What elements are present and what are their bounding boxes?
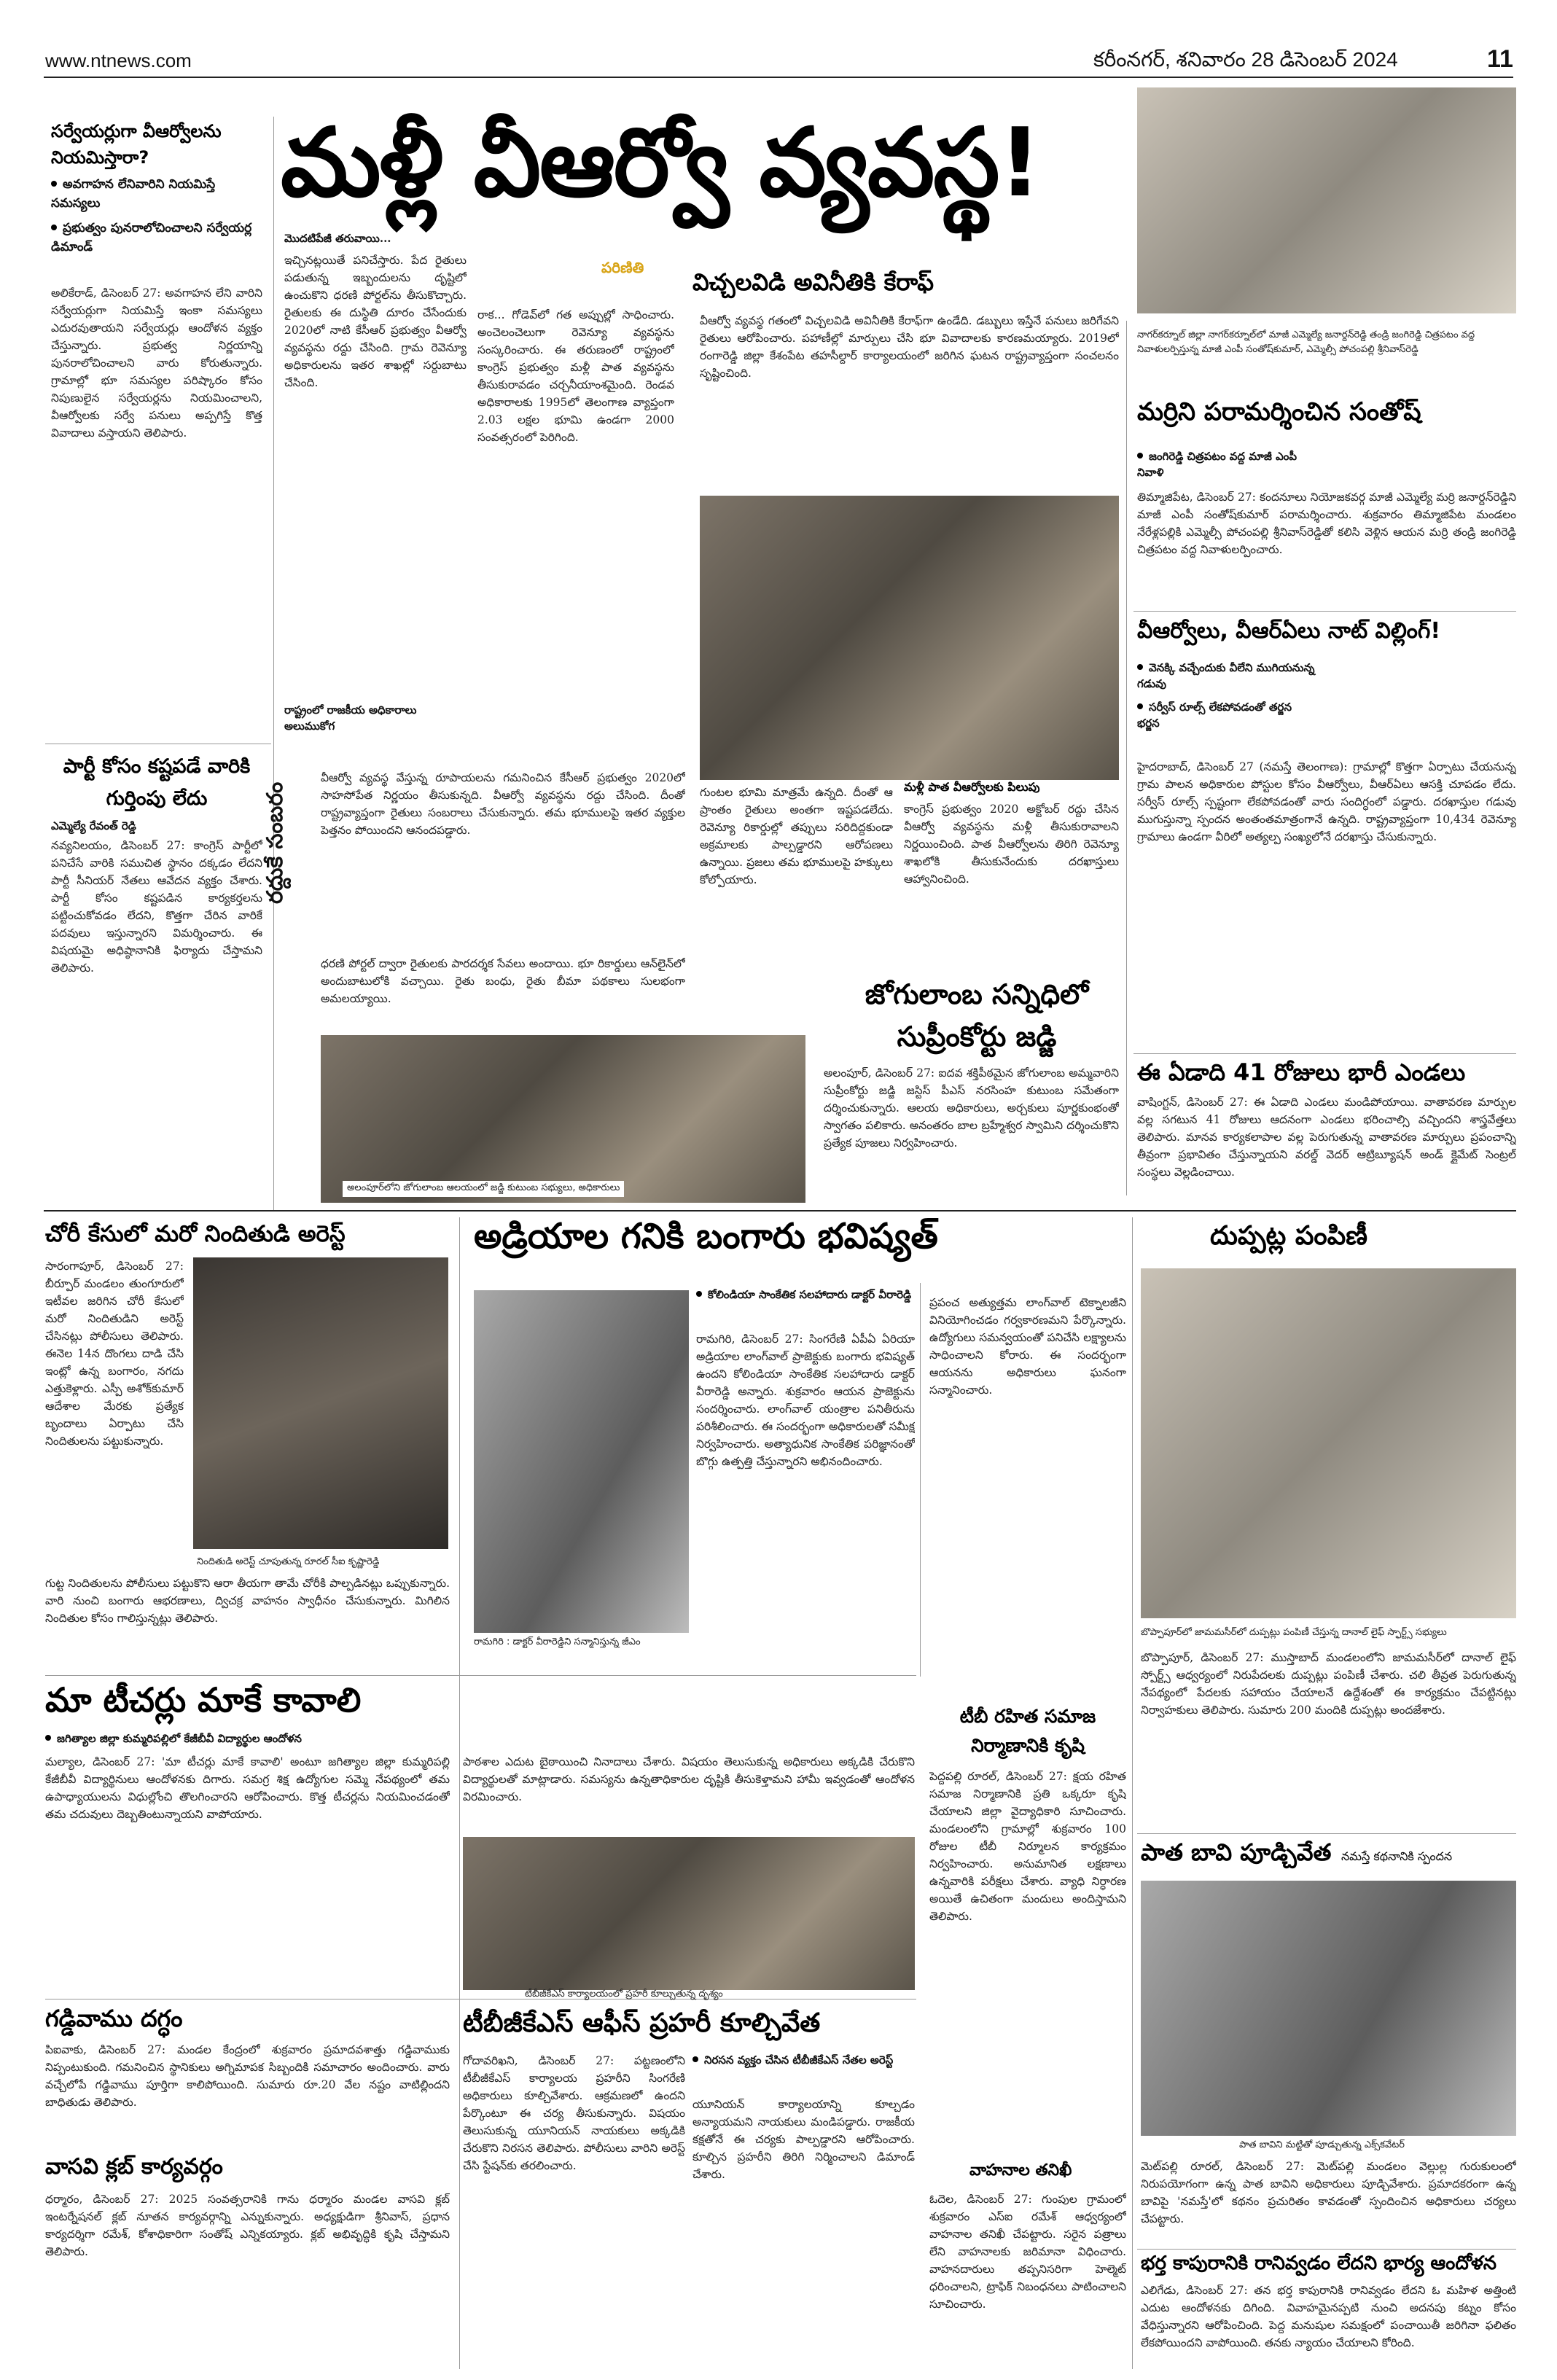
- divider: [1133, 611, 1516, 612]
- addriyala-photo: [474, 1290, 689, 1633]
- addriyala-head: అడ్రియాల గనికి బంగారు భవిష్యత్: [474, 1216, 938, 1257]
- stripe-text: వీఆర్వో వ్యవస్థ వేస్తున్న రూపాయలను గమనించిన కేసీఆర్ ప్రభుత్వం 2020లో సాహసోపేత నిర్ణయం తీసుకున్నది. వీఆర్వో వ్యవస్థను రద్దు చేసింది. దీంతో రాష్ట్రవ్యాప్తంగా రైతులు సంబరాలు చేసుకున్నారు. తమ భూములపై ఇతర వ్యక్తుల పెత్తనం పోయిందని ఆనందపడ్డారు.: [321, 771, 685, 837]
- tbgks-text-2: యూనియన్ కార్యాలయాన్ని కూల్చడం అన్యాయమని నాయకులు మండిపడ్డారు. రాజకీయ కక్షతోనే ఈ చర్యకు పాల్పడ్డారని ఆరోపించారు. కూల్చిన ప్రహరీని తిరిగి నిర్మించాలని డిమాండ్ చేశారు.: [692, 2098, 915, 2181]
- lead-col6-text: గుంటల భూమి మాత్రమే ఉన్నది. దీంతో ఆ ప్రాంతం రైతులు అంతగా ఇష్టపడలేదు. రెవెన్యూ రికార్డుల్లో తప్పులు సరిదిద్దకుండా అక్రమాలకు పాల్పడ్డారని ఆరోపణలు ఉన్నాయి. ప్రజలు తమ భూములపై హక్కులు కోల్పోయారు.: [700, 786, 893, 886]
- page-number: 11: [1487, 45, 1513, 73]
- col-divider: [273, 117, 274, 1210]
- vro-bullet: సర్వీస్ రూల్స్ లేకపోవడంతో తర్జన భర్జన: [1137, 701, 1292, 730]
- santosh-text: తిమ్మాజిపేట, డిసెంబర్ 27: కందనూలు నియోజకవర్గ మాజీ ఎమ్మెల్యే మర్రి జనార్దన్‌రెడ్డిని మాజీ ఎంపీ సంతోష్‌కుమార్ పరామర్శించారు. శుక్రవారం తిమ్మాజిపేట మండలం నేరేళ్లపల్లికి ఎమ్మెల్సీ పోచంపల్లి శ్రీనివాస్‌రెడ్డితో కలిసి వెళ్లిన ఆయన మర్రి తండ్రి జంగిరెడ్డి చిత్రపటం వద్ద నివాళులర్పించారు.: [1137, 491, 1516, 556]
- duppatla-caption: బొప్పాపూర్‌లో జామమసీర్‌లో దుప్పట్లు పంపిణీ చేస్తున్న దానాల్ లైఫ్ స్ఫార్ట్స్ సభ్యులు: [1141, 1627, 1447, 1638]
- divider: [1137, 1833, 1516, 1834]
- party-head: పార్టీ కోసం కష్టపడే వారికి గుర్తింపు లేదు: [63, 755, 251, 810]
- chori-text: సారంగాపూర్, డిసెంబర్ 27: బీర్పూర్ మండలం తుంగూరులో ఇటీవల జరిగిన చోరీ కేసులో మరో నిందితుడిని అరెస్ట్ చేసినట్లు పోలీసులు తెలిపారు. ఈనెల 14న దొంగలు దాడి చేసి ఇంట్లో ఉన్న బంగారం, నగదు ఎత్తుకెళ్లారు. ఎస్పీ అశోక్‌కుమార్ ఆదేశాల మేరకు ప్రత్యేక బృందాలు ఏర్పాటు చేసి నిందితులను పట్టుకున్నారు.: [45, 1260, 184, 1448]
- side-story-text: అలికేరాడ్, డిసెంబర్ 27: అవగాహన లేని వారిని సర్వేయర్లుగా నియమిస్తే ఇంకా సమస్యలు ఎదురవుతాయని సర్వేయర్లు ఆందోళన వ్యక్తం చేస్తున్నారు. ప్రభుత్వ నిర్ణయాన్ని పునరాలోచించాలని వారు కోరుతున్నారు. గ్రామాల్లో భూ సమస్యల పరిష్కారం కోసం నిపుణులైన సర్వేయర్లను నియమించాలని, వీఆర్వోలకు సర్వే పనులు అప్పగిస్తే కొత్త వివాదాలు వస్తాయని తెలిపారు.: [51, 286, 262, 440]
- stripe-text-2: ధరణి పోర్టల్ ద్వారా రైతులకు పారదర్శక సేవలు అందాయి. భూ రికార్డులు ఆన్‌లైన్‌లో అందుబాటులోకి వచ్చాయి. రైతు బంధు, రైతు బీమా పథకాలు సులభంగా అమలయ్యాయి.: [321, 957, 685, 1005]
- lead-subhead: విచ్చలవిడి అవినీతికి కేరాఫ్: [692, 268, 934, 296]
- tbr-text: పెద్దపల్లి రూరల్, డిసెంబర్ 27: క్షయ రహిత సమాజ నిర్మాణానికి ప్రతి ఒక్కరూ కృషి చేయాలని జిల్లా వైద్యాధికారి సూచించారు. మండలంలోని గ్రామాల్లో శుక్రవారం 100 రోజుల టీబీ నిర్మూలన కార్యక్రమం నిర్వహించారు. అనుమానిత లక్షణాలు ఉన్నవారికి పరీక్షలు చేశారు. వ్యాధి నిర్ధారణ అయితే ఉచితంగా మందులు అందిస్తామని తెలిపారు.: [929, 1770, 1126, 1923]
- supreme-photo: [321, 1035, 805, 1203]
- duppatla-photo: [1141, 1268, 1516, 1618]
- vro-head: వీఆర్వోలు, వీఆర్‌ఏలు నాట్ విల్లింగ్!: [1137, 618, 1441, 644]
- col2-intro: మొదటిపేజీ తరువాయి...: [284, 232, 391, 245]
- tbgks-caption: టీబీజీకేఎస్ కార్యాలయంలో ప్రహరీ కూల్చుతున్న దృశ్యం: [525, 1989, 723, 1999]
- col-divider: [459, 1217, 460, 1677]
- supreme-text: అలంపూర్, డిసెంబర్ 27: ఐదవ శక్తిపీఠమైన జోగులాంబ అమ్మవారిని సుప్రీంకోర్టు జడ్జి జస్టిస్ పీఎస్ నరసింహ కుటుంబ సమేతంగా దర్శించుకున్నారు. ఆలయ అధికారులు, అర్చకులు పూర్ణకుంభంతో స్వాగతం పలికారు. అనంతరం బాల బ్రహ్మేశ్వర స్వామిని దర్శించుకొని ప్రత్యేక పూజలు నిర్వహించారు.: [824, 1066, 1119, 1150]
- vertical-label: రద్దుకే సంబరం: [262, 781, 288, 904]
- side-bullet: అవగాహన లేనివారిని నియమిస్తే సమస్యలు: [51, 177, 216, 211]
- website-url[interactable]: www.ntnews.com: [45, 50, 192, 71]
- tag-label: పరిణితి: [601, 259, 644, 276]
- bharta-text: ఎలిగేడు, డిసెంబర్ 27: తన భర్త కాపురానికి రానివ్వడం లేదని ఓ మహిళ అత్తింటి ఎదుట ఆందోళనకు దిగింది. వివాహమైనప్పటి నుంచి అదనపు కట్నం కోసం వేధిస్తున్నారని ఆరోపించింది. పెద్ద మనుషుల సమక్షంలో పంచాయితీ జరిగినా ఫలితం లేకపోయిందని వాపోయింది. తనకు న్యాయం చేయాలని కోరింది.: [1141, 2284, 1516, 2349]
- chori-caption: నిందితుడి అరెస్ట్ చూపుతున్న రూరల్ సీఐ కృష్ణారెడ్డి: [197, 1556, 380, 1567]
- tbgks-bullet: నిరసన వ్యక్తం చేసిన టీబీజీకేఎస్ నేతల అరెస్ట్: [692, 2052, 911, 2068]
- col-divider: [1126, 321, 1127, 1195]
- teachers-bullet: జగిత్యాల జిల్లా కుమ్మరిపల్లిలో కేజీబీవీ విద్యార్థుల ఆందోళన: [45, 1729, 302, 1748]
- chori-head: చోరీ కేసులో మరో నిందితుడి అరెస్ట్: [45, 1221, 346, 1247]
- santosh-head: మర్రిని పరామర్శించిన సంతోష్: [1137, 397, 1421, 426]
- masthead-rule: [44, 77, 1513, 78]
- heat-text: వాషింగ్టన్, డిసెంబర్ 27: ఈ ఏడాది ఎండలు మండిపోయాయి. వాతావరణ మార్పుల వల్ల సగటున 41 రోజులు ఆదనంగా ఎండలు భరించాల్సి వచ్చిందని శాస్త్రవేత్తలు తెలిపారు. మానవ కార్యకలాపాల వల్ల పెరుగుతున్న వాతావరణ మార్పులు ప్రపంచాన్ని తీవ్రంగా ప్రభావితం చేస్తున్నాయని వరల్డ్ వెదర్ ఆట్రిబ్యూషన్ అండ్ క్లైమేట్ సెంట్రల్ సంస్థలు వెల్లడించాయి.: [1137, 1096, 1516, 1179]
- party-text: నవ్యనిలయం, డిసెంబర్ 27: కాంగ్రెస్ పార్టీలో పనిచేసే వారికి సముచిత స్థానం దక్కడం లేదని పార్టీ సీనియర్ నేతలు ఆవేదన వ్యక్తం చేశారు. పార్టీ కోసం కష్టపడిన కార్యకర్తలను పట్టించుకోవడం లేదని, కొత్తగా చేరిన వారికే పదవులు ఇస్తున్నారని విమర్శించారు. ఈ విషయమై అధిష్ఠానానికి ఫిర్యాదు చేస్తామని తెలిపారు.: [51, 839, 262, 975]
- patha-bavi-photo: [1141, 1881, 1516, 2136]
- divider: [45, 1675, 916, 1676]
- lead-col5-text-2: కాంగ్రెస్ ప్రభుత్వం 2020 అక్టోబర్ రద్దు చేసిన వీఆర్వో వ్యవస్థను మళ్లీ తీసుకురావాలని నిర్ణయించింది. పాత వీఆర్వోలను తిరిగి రెవెన్యూ శాఖలోకి తీసుకునేందుకు దరఖాస్తులు ఆహ్వానించింది.: [904, 803, 1119, 886]
- supreme-head: జోగులాంబ సన్నిధిలో సుప్రీంకోర్టు జడ్జి: [865, 978, 1089, 1053]
- santosh-photo: [1137, 87, 1516, 313]
- heat-head: ఈ ఏడాది 41 రోజులు భారీ ఎండలు: [1137, 1058, 1466, 1086]
- vasavi-text: ధర్మారం, డిసెంబర్ 27: 2025 సంవత్సరానికి గాను ధర్మారం మండల వాసవి క్లబ్ ఇంటర్నేషనల్ క్లబ్ నూతన కార్యవర్గాన్ని ఎన్నుకున్నారు. అధ్యక్షుడిగా శ్రీనివాస్, ప్రధాన కార్యదర్శిగా రమేశ్, కోశాధికారిగా సంతోష్ ఎన్నికయ్యారు. క్లబ్ అభివృద్ధికి కృషి చేస్తామని తెలిపారు.: [45, 2193, 450, 2258]
- vahana-text: ఓదెల, డిసెంబర్ 27: గుంపుల గ్రామంలో శుక్రవారం ఎస్ఐ రమేశ్ ఆధ్వర్యంలో వాహనాల తనిఖీ చేపట్టారు. సరైన పత్రాలు లేని వాహనాలకు జరిమానా విధించారు. వాహనదారులు తప్పనిసరిగా హెల్మెట్ ధరించాలని, ట్రాఫిక్ నిబంధనలు పాటించాలని సూచించారు.: [929, 2193, 1126, 2311]
- col5-sub: మళ్లీ పాత వీఆర్వోలకు పిలుపు: [904, 780, 1040, 794]
- side-head: సర్వేయర్లుగా వీఆర్వోలను నియమిస్తారా?: [51, 121, 222, 168]
- lead-headline: మళ్లీ వీఆర్వో వ్యవస్థ!: [281, 107, 1040, 218]
- patha-bavi-tail: నమస్తే కథనానికి స్పందన: [1341, 1849, 1453, 1863]
- duppatla-head: దుప్పట్ల పంపిణీ: [1210, 1221, 1368, 1251]
- lead-photo: [700, 496, 1119, 780]
- addriyala-text: రామగిరి, డిసెంబర్ 27: సింగరేణి ఏపీఏ ఏరియా అడ్రియాల లాంగ్‌వాల్ ప్రాజెక్టుకు బంగారు భవిష్యత్ ఉందని కోలిండియా సాంకేతిక సలహాదారు డాక్టర్ వీరారెడ్డి అన్నారు. శుక్రవారం ఆయన ప్రాజెక్టును సందర్శించారు. లాంగ్‌వాల్ యంత్రాల పనితీరును పరిశీలించారు. ఈ సందర్భంగా అధికారులతో సమీక్ష నిర్వహించారు. అత్యాధునిక సాంకేతిక పరిజ్ఞానంతో బొగ్గు ఉత్పత్తి చేస్తున్నారని అభినందించారు.: [696, 1333, 915, 1468]
- vro-text: హైదరాబాద్, డిసెంబర్ 27 (నమస్తే తెలంగాణ): గ్రామాల్లో కొత్తగా ఏర్పాటు చేయనున్న గ్రామ పాలన అధికారుల పోస్టుల కోసం వీఆర్వోలు, వీఆర్‌ఏలు ఆసక్తి చూపడం లేదు. సర్వీస్ రూల్స్ స్పష్టంగా లేకపోవడంతో వారు సందిగ్ధంలో పడ్డారు. దరఖాస్తుల గడువు ముగుస్తున్నా స్పందన అంతంతమాత్రంగానే ఉన్నది. రాష్ట్రవ్యాప్తంగా 10,434 రెవెన్యూ గ్రామాలు ఉండగా వీరిలో అత్యల్ప సంఖ్యలోనే దరఖాస్తు చేసుకున్నారు.: [1137, 760, 1516, 843]
- patha-bavi-title: పాత బావి పూడ్చివేత: [1141, 1838, 1332, 1866]
- lead-col4-text: వీఆర్వో వ్యవస్థ గతంలో విచ్చలవిడి అవినీతికి కేరాఫ్‌గా ఉండేది. డబ్బులు ఇస్తేనే పనులు జరిగేవని రైతులు ఆరోపించారు. పహాణీల్లో మార్పులు చేసి భూ వివాదాలకు కారణమయ్యారు. 2019లో రంగారెడ్డి జిల్లా కేశంపేట తహసీల్దార్ కార్యాలయంలో జరిగిన ఘటన రాష్ట్రవ్యాప్తంగా సంచలనం సృష్టించింది.: [700, 314, 1119, 380]
- col-divider: [459, 1677, 460, 2369]
- tbgks-head: టీబీజీకేఎస్ ఆఫీస్ ప్రహరీ కూల్చివేత: [463, 2008, 821, 2038]
- duppatla-text: బొప్పాపూర్, డిసెంబర్ 27: ముస్తాబాద్ మండలంలోని జామమసీర్‌లో దానాల్ లైఫ్ స్పోర్ట్స్ ఆధ్వర్యంలో నిరుపేదలకు దుప్పట్లు పంపిణీ చేశారు. చలి తీవ్రత పెరుగుతున్న నేపథ్యంలో పేదలకు సహాయం చేయాలనే ఉద్దేశంతో ఈ కార్యక్రమం చేపట్టినట్లు నిర్వాహకులు తెలిపారు. సుమారు 200 మందికి దుప్పట్లు అందజేశారు.: [1141, 1651, 1516, 1717]
- col-divider: [1132, 1217, 1133, 2369]
- side-bullet: ప్రభుత్వం పునరాలోచించాలని సర్వేయర్ల డిమాండ్: [51, 221, 252, 254]
- vro-bullets: [1137, 660, 1316, 731]
- dateline: కరీంనగర్, శనివారం 28 డిసెంబర్ 2024: [1093, 48, 1398, 71]
- party-sub: ఎమ్మెల్యే రేవంత్ రెడ్డి: [51, 819, 136, 832]
- chori-text-2: గుట్ట నిందితులను పోలీసులు పట్టుకొని ఆరా తీయగా తామే చోరీకి పాల్పడినట్లు ఒప్పుకున్నారు. వారి నుంచి బంగారు ఆభరణాలు, ద్విచక్ర వాహనం స్వాధీనం చేసుకున్నారు. మిగిలిన నిందితుల కోసం గాలిస్తున్నట్లు తెలిపారు.: [45, 1577, 450, 1625]
- bharta-head: భర్త కాపురానికి రానివ్వడం లేదని భార్య ఆందోళన: [1141, 2252, 1497, 2274]
- addriyala-bullet: కోలిండియా సాంకేతిక సలహాదారు డాక్టర్ వీరారెడ్డి: [696, 1287, 915, 1303]
- santosh-photo-caption: నాగర్‌కర్నూల్ జిల్లా నాగర్‌కర్నూల్‌లో మాజీ ఎమ్మెల్యే జనార్దన్‌రెడ్డి తండ్రి జంగిరెడ్డి చిత్రపటం వద్ద నివాళులర్పిస్తున్న మాజీ ఎంపీ సంతోష్‌కుమార్, ఎమ్మెల్సీ పోచంపల్లి శ్రీనివాస్‌రెడ్డి: [1137, 329, 1475, 355]
- vahana-head: వాహనాల తనిఖీ: [969, 2161, 1072, 2180]
- divider: [1137, 2249, 1516, 2250]
- gaddivamu-text: పిఐవాకు, డిసెంబర్ 27: మండల కేంద్రంలో శుక్రవారం ప్రమాదవశాత్తు గడ్డివాముకు నిప్పంటుకుంది. గమనించిన స్థానికులు అగ్నిమాపక సిబ్బందికి సమాచారం అందించారు. వారు వచ్చేలోపే గడ్డివాము పూర్తిగా కాలిపోయింది. సుమారు రూ.20 వేల నష్టం వాటిల్లిందని బాధితుడు తెలిపారు.: [45, 2043, 450, 2109]
- vro-bullet: వెనక్కి వచ్చేందుకు వీలేని ముగియనున్న గడువు: [1137, 661, 1315, 690]
- tbgks-text: గోదావరిఖని, డిసెంబర్ 27: పట్టణంలోని టీబీజీకేఎస్ కార్యాలయ ప్రహరీని సింగరేణి అధికారులు కూల్చివేశారు. ఆక్రమణలో ఉందని పేర్కొంటూ ఈ చర్య తీసుకున్నారు. విషయం తెలుసుకున్న యూనియన్ నాయకులు అక్కడికి చేరుకొని నిరసన తెలిపారు. పోలీసులు వారిని అరెస్ట్ చేసి స్టేషన్‌కు తరలించారు.: [463, 2054, 685, 2172]
- teachers-text: మల్యాల, డిసెంబర్ 27: 'మా టీచర్లు మాకే కావాలి' అంటూ జగిత్యాల జిల్లా కుమ్మరిపల్లి కేజీబీవీ విద్యార్థినులు ఆందోళనకు దిగారు. సమగ్ర శిక్ష ఉద్యోగుల సమ్మె నేపథ్యంలో తమ ఉపాధ్యాయులను విధుల్లోంచి తొలగించారని ఆరోపించారు. కొత్త టీచర్లను నియమించడంతో తమ చదువులు దెబ్బతింటున్నాయని వాపోయారు.: [45, 1755, 450, 1821]
- patha-bavi-caption: పాత బావిని మట్టితో పూడ్చుతున్న ఎక్స్‌కవేటర్: [1239, 2139, 1405, 2150]
- santosh-bullet: జంగిరెడ్డి చిత్రపటం వద్ద మాజీ ఎంపీ నివాళి: [1137, 450, 1298, 479]
- vasavi-head: వాసవి క్లబ్ కార్యవర్గం: [45, 2154, 223, 2180]
- lead-col2-text: ఇచ్చినట్లయితే పనిచేస్తారు. పేద రైతులు పడుతున్న ఇబ్బందులను దృష్టిలో ఉంచుకొని ధరణి పోర్టల్‌ను తీసుకొచ్చారు. రైతులకు ఈ దుస్థితి దూరం చేసేందుకు 2020లో నాటి కేసీఆర్ ప్రభుత్వం వీఆర్వో వ్యవస్థను రద్దు చేసింది. గ్రామ రెవెన్యూ అధికారులను ఇతర శాఖల్లో సర్దుబాటు చేసింది.: [284, 254, 467, 389]
- addriyala-caption: రామగిరి : డాక్టర్ వీరారెడ్డిని సన్మానిస్తున్న జీఎం: [474, 1636, 641, 1647]
- chori-photo: [193, 1257, 448, 1549]
- tbr-head: టీబీ రహిత సమాజ నిర్మాణానికి కృషి: [959, 1706, 1096, 1756]
- teachers-head: మా టీచర్లు మాకే కావాలి: [45, 1680, 362, 1720]
- band-rule: [44, 1210, 1516, 1212]
- col2-sub: రాష్ట్రంలో రాజకీయ అధికారాలు అలుముకోగ: [284, 703, 417, 733]
- lead-col3-text: రాక... గోడెవ్‌లో గత అప్పుల్లో సాధించారు. అంచెలంచెలుగా రెవెన్యూ వ్యవస్థను సంస్కరించారు. ఈ తరుణంలో రాష్ట్రంలో కాంగ్రెస్ ప్రభుత్వం మళ్లీ పాత వ్యవస్థను తీసుకురావడం చర్చనీయాంశమైంది. రెండవ అధికారాలకు 1995లో తెలంగాణ వ్యాప్తంగా 2.03 లక్షల భూమి ఉండగా 2000 సంవత్సరంలో పెరిగింది.: [477, 308, 674, 444]
- teachers-photo: [463, 1837, 915, 1990]
- tbr-col-top: ప్రపంచ అత్యుత్తమ లాంగ్‌వాల్ టెక్నాలజీని వినియోగించడం గర్వకారణమని పేర్కొన్నారు. ఉద్యోగులు సమన్వయంతో పనిచేసి లక్ష్యాలను సాధించాలని కోరారు. ఈ సందర్భంగా ఆయనను అధికారులు ఘనంగా సన్మానించారు.: [929, 1296, 1126, 1397]
- patha-bavi-text: మెట్‌పల్లి రూరల్, డిసెంబర్ 27: మెట్‌పల్లి మండలం వెల్లుల్ల గురుకులంలో నిరుపయోగంగా ఉన్న పాత బావిని అధికారులు పూడ్చివేశారు. ప్రమాదకరంగా ఉన్న బావిపై 'నమస్తే'లో కథనం ప్రచురితం కావడంతో స్పందించిన అధికారులు చర్యలు చేపట్టారు.: [1141, 2160, 1516, 2225]
- gaddivamu-head: గడ్డివాము దగ్ధం: [45, 2005, 183, 2032]
- patha-bavi-head: [1141, 1838, 1516, 1872]
- col-divider: [920, 1283, 921, 1677]
- side-bullets: [51, 175, 262, 257]
- teachers-text-2: పాఠశాల ఎదుట బైఠాయించి నినాదాలు చేశారు. విషయం తెలుసుకున్న అధికారులు అక్కడికి చేరుకొని విద్యార్థులతో మాట్లాడారు. సమస్యను ఉన్నతాధికారుల దృష్టికి తీసుకెళ్తామని హామీ ఇవ్వడంతో ఆందోళన విరమించారు.: [463, 1755, 915, 1803]
- supreme-caption: అలంపూర్‌లోని జోగులాంబ ఆలయంలో జడ్జి కుటుంబ సభ్యులు, అధికారులు: [343, 1181, 624, 1197]
- divider: [1133, 1053, 1516, 1054]
